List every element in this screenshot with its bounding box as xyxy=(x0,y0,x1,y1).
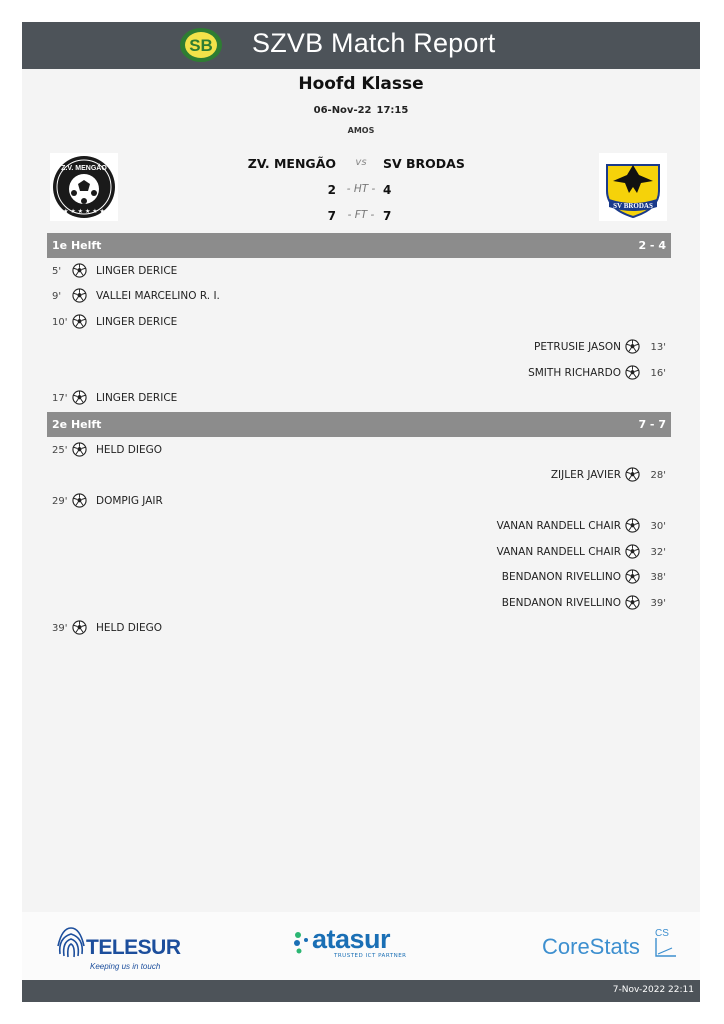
soccer-ball-icon xyxy=(625,595,640,610)
goal-event xyxy=(47,466,671,486)
fulltime-label: - FT - xyxy=(347,209,375,221)
goal-scorer: VANAN RANDELL CHAIR xyxy=(496,546,621,558)
telesur-logo xyxy=(56,922,181,974)
goal-minute: 38' xyxy=(650,572,666,583)
soccer-ball-icon xyxy=(625,544,640,559)
soccer-ball-icon xyxy=(72,288,87,303)
goal-minute: 39' xyxy=(52,623,68,634)
datasur-tagline: TRUSTED ICT PARTNER xyxy=(334,953,407,959)
goal-event xyxy=(47,492,671,512)
vs-label: vs xyxy=(355,157,367,168)
goal-minute: 32' xyxy=(650,547,666,558)
generated-timestamp: 7-Nov-2022 22:11 xyxy=(612,985,694,995)
goal-event xyxy=(47,619,671,639)
goal-minute: 9' xyxy=(52,291,62,302)
match-date: 06-Nov-22 xyxy=(313,105,372,116)
goal-minute: 30' xyxy=(650,521,666,532)
home-team-name: ZV. MENGÃO xyxy=(247,156,336,171)
fulltime-score-row xyxy=(22,209,700,225)
fulltime-home-score: 7 xyxy=(327,209,336,223)
svg-text:★ ★ ★ ★ ★ ★: ★ ★ ★ ★ ★ ★ xyxy=(63,208,105,215)
soccer-ball-icon xyxy=(72,620,87,635)
report-header xyxy=(22,22,700,69)
soccer-ball-icon xyxy=(72,493,87,508)
soccer-ball-icon xyxy=(72,314,87,329)
soccer-ball-icon xyxy=(72,390,87,405)
soccer-ball-icon xyxy=(625,365,640,380)
goal-scorer: BENDANON RIVELLINO xyxy=(501,571,621,583)
goal-event xyxy=(47,517,671,537)
match-report-page xyxy=(22,22,700,1002)
goal-scorer: BENDANON RIVELLINO xyxy=(501,597,621,609)
goal-minute: 10' xyxy=(52,317,68,328)
goal-scorer: SMITH RICHARDO xyxy=(528,367,621,379)
half-name: 2e Helft xyxy=(52,418,102,431)
goal-event xyxy=(47,338,671,358)
corestats-name: CoreStats xyxy=(542,934,640,959)
telesur-tagline: Keeping us in touch xyxy=(90,962,161,971)
goal-event xyxy=(47,594,671,614)
soccer-ball-icon xyxy=(625,339,640,354)
second-half-bar xyxy=(47,412,671,437)
halftime-home-score: 2 xyxy=(327,183,336,197)
goal-scorer: ZIJLER JAVIER xyxy=(550,469,621,481)
match-venue: AMOS xyxy=(347,126,375,135)
goal-scorer: LINGER DERICE xyxy=(96,316,178,328)
goal-minute: 16' xyxy=(650,368,666,379)
goal-minute: 13' xyxy=(650,342,666,353)
goal-event xyxy=(47,568,671,588)
goal-minute: 5' xyxy=(52,266,62,277)
half-score: 2 - 4 xyxy=(638,239,666,252)
datasur-name: atasur xyxy=(312,924,391,954)
soccer-ball-icon xyxy=(72,442,87,457)
soccer-ball-icon xyxy=(625,518,640,533)
goal-scorer: HELD DIEGO xyxy=(96,444,163,456)
goal-scorer: PETRUSIE JASON xyxy=(534,341,621,353)
halftime-label: - HT - xyxy=(346,183,376,195)
soccer-ball-icon xyxy=(72,263,87,278)
goal-scorer: VANAN RANDELL CHAIR xyxy=(496,520,621,532)
corestats-swoosh-icon xyxy=(652,936,678,960)
szvb-logo-icon xyxy=(178,26,224,64)
svg-text:SV BRODAS: SV BRODAS xyxy=(613,202,653,210)
goal-event xyxy=(47,364,671,384)
halftime-away-score: 4 xyxy=(383,183,392,197)
goal-event xyxy=(47,543,671,563)
svg-text:Z.V. MENGÃO: Z.V. MENGÃO xyxy=(61,165,107,172)
sponsor-strip xyxy=(22,912,700,981)
half-score: 7 - 7 xyxy=(638,418,666,431)
goal-scorer: LINGER DERICE xyxy=(96,265,178,277)
goal-minute: 17' xyxy=(52,393,68,404)
corestats-mark: CS xyxy=(655,928,669,939)
fulltime-away-score: 7 xyxy=(383,209,392,223)
corestats-logo xyxy=(542,926,682,966)
away-team-name: SV BRODAS xyxy=(383,156,465,171)
goal-event xyxy=(47,287,671,307)
report-footer xyxy=(22,980,700,1002)
goal-minute: 25' xyxy=(52,445,68,456)
competition-name: Hoofd Klasse xyxy=(298,74,424,94)
first-half-bar xyxy=(47,233,671,258)
svg-text:SB: SB xyxy=(189,36,213,55)
goal-scorer: LINGER DERICE xyxy=(96,392,178,404)
telesur-name: TELESUR xyxy=(86,936,181,959)
soccer-ball-icon xyxy=(625,467,640,482)
fingerprint-icon xyxy=(56,924,86,964)
goal-event xyxy=(47,389,671,409)
goal-event xyxy=(47,313,671,333)
goal-scorer: DOMPIG JAIR xyxy=(96,495,163,507)
goal-scorer: HELD DIEGO xyxy=(96,622,163,634)
goal-event xyxy=(47,262,671,282)
halftime-score-row xyxy=(22,183,700,199)
goal-minute: 28' xyxy=(650,470,666,481)
datasur-logo xyxy=(292,926,432,966)
datasur-dots-icon xyxy=(292,926,312,956)
report-title: SZVB Match Report xyxy=(252,28,496,58)
half-name: 1e Helft xyxy=(52,239,102,252)
goal-event xyxy=(47,441,671,461)
match-datetime xyxy=(22,105,700,116)
soccer-ball-icon xyxy=(625,569,640,584)
goal-scorer: VALLEI MARCELINO R. I. xyxy=(96,290,220,302)
goal-minute: 39' xyxy=(650,598,666,609)
match-time: 17:15 xyxy=(376,105,409,116)
goal-minute: 29' xyxy=(52,496,68,507)
